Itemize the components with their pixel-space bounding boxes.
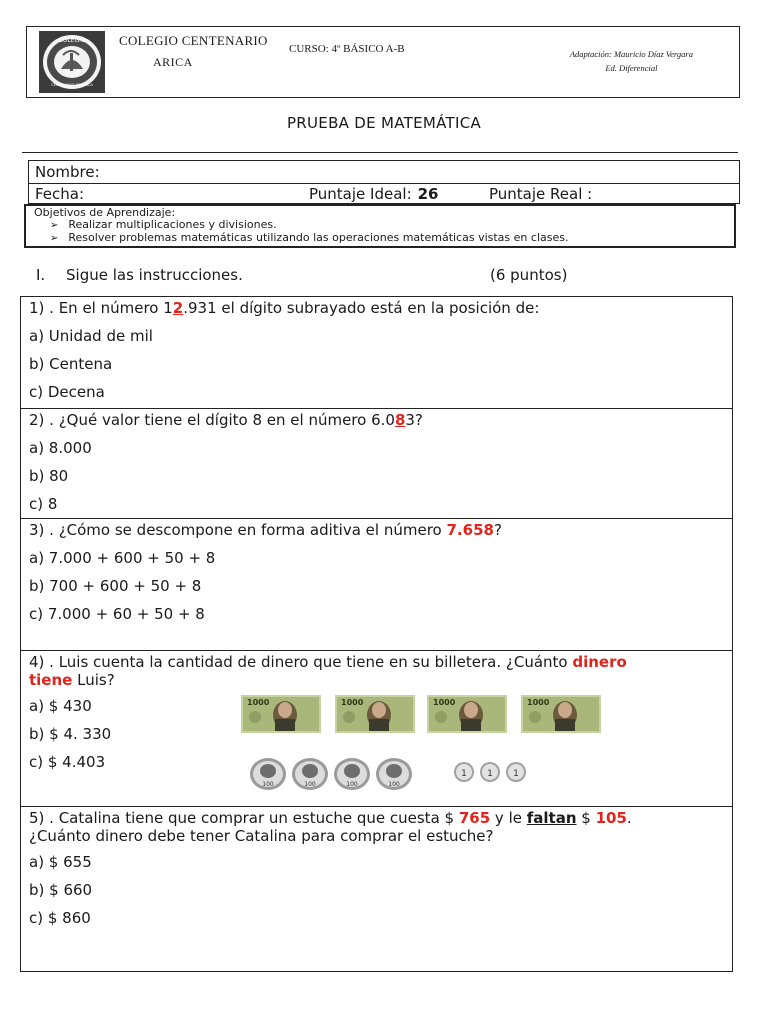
highlighted-number: 7.658 [446, 521, 494, 539]
school-header [26, 26, 740, 98]
bill-1000-icon [521, 695, 601, 733]
svg-text:COLEGIO: COLEGIO [58, 37, 86, 44]
stem-text: 4) . Luis cuenta la cantidad de dinero que tiene en su billetera. ¿Cuánto [29, 653, 573, 671]
stem-text: 2) . ¿Qué valor tiene el dígito 8 en el número 6.0 [29, 411, 395, 429]
question-stem-line2: ¿Cuánto dinero debe tener Catalina para comprar el estuche? [29, 827, 494, 845]
student-info-table [28, 160, 740, 204]
stem-text: 3? [405, 411, 423, 429]
stem-text: 5) . Catalina tiene que comprar un estuche que cuesta $ [29, 809, 459, 827]
stem-text: Luis? [72, 671, 115, 689]
option-c[interactable]: c) 8 [29, 495, 58, 513]
option-b[interactable]: b) $ 4. 330 [29, 725, 112, 743]
option-a[interactable]: a) 8.000 [29, 439, 92, 457]
option-b[interactable]: b) Centena [29, 355, 113, 373]
question-2 [20, 408, 733, 518]
section-number: I. [36, 266, 46, 284]
svg-text:100: 100 [262, 781, 274, 788]
keyword-faltan: faltan [526, 809, 577, 827]
svg-text:1: 1 [487, 769, 493, 779]
svg-text:1000: 1000 [247, 698, 270, 707]
bill-1000-icon [335, 695, 415, 733]
svg-text:1000: 1000 [527, 698, 550, 707]
question-stem [29, 299, 539, 317]
question-stem-line2 [29, 671, 115, 689]
bill-1000-icon [427, 695, 507, 733]
stem-text: 1) . En el número 1 [29, 299, 173, 317]
coin-100-icon [291, 757, 329, 791]
question-stem [29, 411, 423, 429]
option-c[interactable]: c) $ 860 [29, 909, 91, 927]
ideal-score-value: 26 [417, 185, 439, 203]
highlighted-number: 765 [458, 809, 491, 827]
bill-1000-icon [241, 695, 321, 733]
divider [22, 152, 738, 153]
adaptation-author: Adaptación: Mauricio Díaz Vergara [569, 49, 693, 59]
svg-text:1: 1 [461, 769, 467, 779]
option-a[interactable]: a) $ 655 [29, 853, 92, 871]
section-points: (6 puntos) [490, 266, 568, 284]
option-a[interactable]: a) 7.000 + 600 + 50 + 8 [29, 549, 216, 567]
learning-objectives [24, 204, 736, 248]
stem-text: $ [576, 809, 596, 827]
option-c[interactable]: c) $ 4.403 [29, 753, 106, 771]
stem-text: .931 el dígito subrayado está en la posición de: [183, 299, 540, 317]
svg-text:1000: 1000 [433, 698, 456, 707]
option-c[interactable]: c) 7.000 + 60 + 50 + 8 [29, 605, 205, 623]
coin-1-icon [453, 761, 475, 783]
option-b[interactable]: b) 80 [29, 467, 69, 485]
svg-text:100: 100 [388, 781, 400, 788]
svg-text:100: 100 [346, 781, 358, 788]
stem-text: 3) . ¿Cómo se descompone en forma aditiva el número [29, 521, 447, 539]
coin-100-icon [249, 757, 287, 791]
stem-text: ? [493, 521, 502, 539]
objective-item: ➢ Realizar multiplicaciones y divisiones. [50, 219, 734, 232]
svg-text:100: 100 [304, 781, 316, 788]
underlined-digit: 8 [394, 411, 406, 429]
stem-text: . [626, 809, 632, 827]
svg-text:1: 1 [513, 769, 519, 779]
question-1 [20, 296, 733, 408]
course-label: CURSO: 4º BÁSICO A-B [289, 43, 405, 55]
question-stem [29, 653, 627, 671]
ideal-score [309, 185, 439, 203]
underlined-digit: 2 [172, 299, 184, 317]
section-header [36, 266, 736, 284]
coin-1-icon [479, 761, 501, 783]
adaptation-credit [570, 47, 693, 75]
highlighted-number: 105 [595, 809, 627, 827]
divider [29, 183, 739, 184]
svg-text:1000: 1000 [341, 698, 364, 707]
coin-100-icon [375, 757, 413, 791]
svg-text:CENTENARIO DE ARICA: CENTENARIO DE ARICA [51, 83, 93, 87]
question-4 [20, 650, 733, 806]
highlighted-word: dinero [572, 653, 627, 671]
question-3 [20, 518, 733, 650]
school-city: ARICA [153, 55, 193, 69]
option-a[interactable]: a) Unidad de mil [29, 327, 153, 345]
option-b[interactable]: b) 700 + 600 + 50 + 8 [29, 577, 202, 595]
school-name: COLEGIO CENTENARIO [119, 33, 268, 48]
option-a[interactable]: a) $ 430 [29, 697, 92, 715]
section-instruction: Sigue las instrucciones. [66, 266, 243, 284]
highlighted-word: tiene [29, 671, 73, 689]
school-logo-icon [39, 31, 105, 93]
name-label: Nombre: [35, 163, 100, 181]
ideal-score-label: Puntaje Ideal: [309, 185, 412, 203]
stem-text: y le [490, 809, 527, 827]
page-title: PRUEBA DE MATEMÁTICA [286, 114, 482, 132]
option-c[interactable]: c) Decena [29, 383, 105, 401]
coin-1-icon [505, 761, 527, 783]
adaptation-role: Ed. Diferencial [605, 63, 658, 73]
objectives-heading: Objetivos de Aprendizaje: [34, 206, 176, 219]
question-5 [20, 806, 733, 972]
question-stem [29, 809, 632, 827]
option-b[interactable]: b) $ 660 [29, 881, 93, 899]
objective-item: ➢ Resolver problemas matemáticas utilizando las operaciones matemáticas vistas en clases. [50, 232, 734, 245]
coin-100-icon [333, 757, 371, 791]
date-label: Fecha: [35, 185, 85, 203]
real-score-label: Puntaje Real : [489, 185, 593, 203]
question-stem [29, 521, 502, 539]
